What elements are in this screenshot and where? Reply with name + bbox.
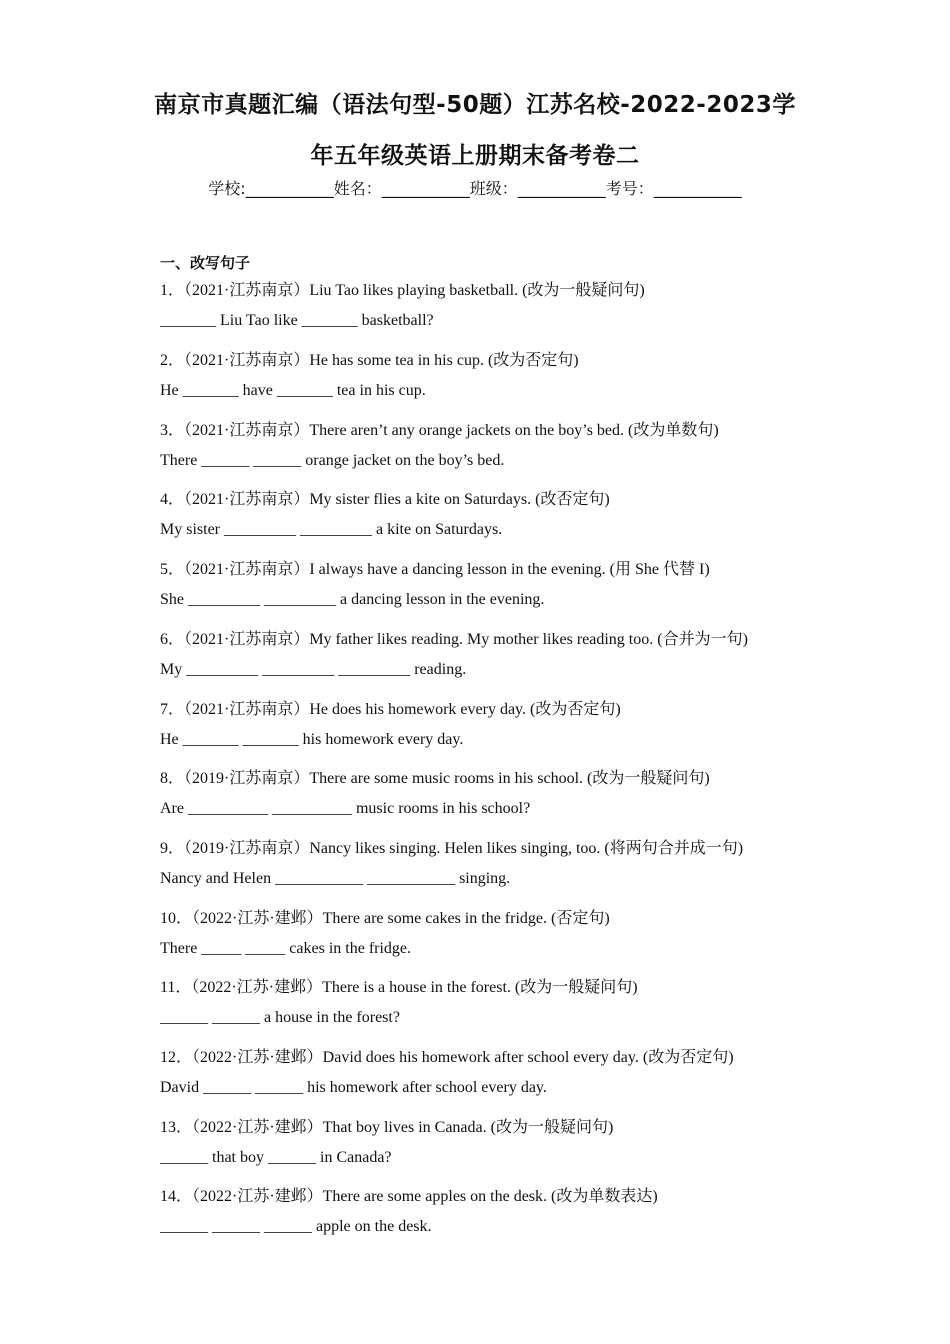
question-10: 10．（2022·江苏·建邺）There are some cakes in the fridge. (否定句) <box>160 910 610 927</box>
answer-line-13: ______ that boy ______ in Canada? <box>160 1149 392 1166</box>
answer-line-6: My _________ _________ _________ reading. <box>160 661 467 678</box>
answer-line-12: David ______ ______ his homework after school every day. <box>160 1079 547 1096</box>
question-3: 3．（2021·江苏南京）There aren’t any orange jackets on the boy’s bed. (改为单数句) <box>160 422 719 439</box>
answer-line-8: Are __________ __________ music rooms in his school? <box>160 800 531 817</box>
answer-line-4: My sister _________ _________ a kite on Saturdays. <box>160 521 503 538</box>
question-5: 5．（2021·江苏南京）I always have a dancing lesson in the evening. (用 She 代替 I) <box>160 561 710 578</box>
question-9: 9．（2019·江苏南京）Nancy likes singing. Helen likes singing, too. (将两句合并成一句) <box>160 840 744 857</box>
question-2: 2．（2021·江苏南京）He has some tea in his cup. (改为否定句) <box>160 352 579 369</box>
answer-line-10: There _____ _____ cakes in the fridge. <box>160 940 412 957</box>
question-14: 14．（2022·江苏·建邺）There are some apples on the desk. (改为单数表达) <box>160 1188 658 1205</box>
answer-line-14: ______ ______ ______ apple on the desk. <box>160 1218 432 1235</box>
student-info-line: 学校:___________姓名：___________班级：___________考号：___________ <box>208 179 742 198</box>
document-title-line-1: 南京市真题汇编（语法句型-50题）江苏名校-2022-2023学 <box>154 92 796 118</box>
question-7: 7．（2021·江苏南京）He does his homework every day. (改为否定句) <box>160 701 621 718</box>
question-1: 1．（2021·江苏南京）Liu Tao likes playing basketball. (改为一般疑问句) <box>160 282 645 299</box>
question-8: 8．（2019·江苏南京）There are some music rooms in his school. (改为一般疑问句) <box>160 770 710 787</box>
section-heading: 一、改写句子 <box>160 254 251 272</box>
answer-line-9: Nancy and Helen ___________ ___________ singing. <box>160 870 511 887</box>
answer-line-3: There ______ ______ orange jacket on the boy’s bed. <box>160 452 505 469</box>
question-4: 4．（2021·江苏南京）My sister flies a kite on Saturdays. (改否定句) <box>160 491 610 508</box>
answer-line-2: He _______ have _______ tea in his cup. <box>160 382 426 399</box>
question-11: 11．（2022·江苏·建邺）There is a house in the forest. (改为一般疑问句) <box>160 979 638 996</box>
document-title-line-2: 年五年级英语上册期末备考卷二 <box>310 143 640 169</box>
question-13: 13．（2022·江苏·建邺）That boy lives in Canada. (改为一般疑问句) <box>160 1119 614 1136</box>
answer-line-7: He _______ _______ his homework every day. <box>160 731 464 748</box>
question-6: 6．（2021·江苏南京）My father likes reading. My mother likes reading too. (合并为一句) <box>160 631 748 648</box>
answer-line-5: She _________ _________ a dancing lesson in the evening. <box>160 591 545 608</box>
answer-line-11: ______ ______ a house in the forest? <box>160 1009 400 1026</box>
question-12: 12．（2022·江苏·建邺）David does his homework after school every day. (改为否定句) <box>160 1049 734 1066</box>
answer-line-1: _______ Liu Tao like _______ basketball? <box>160 312 434 329</box>
